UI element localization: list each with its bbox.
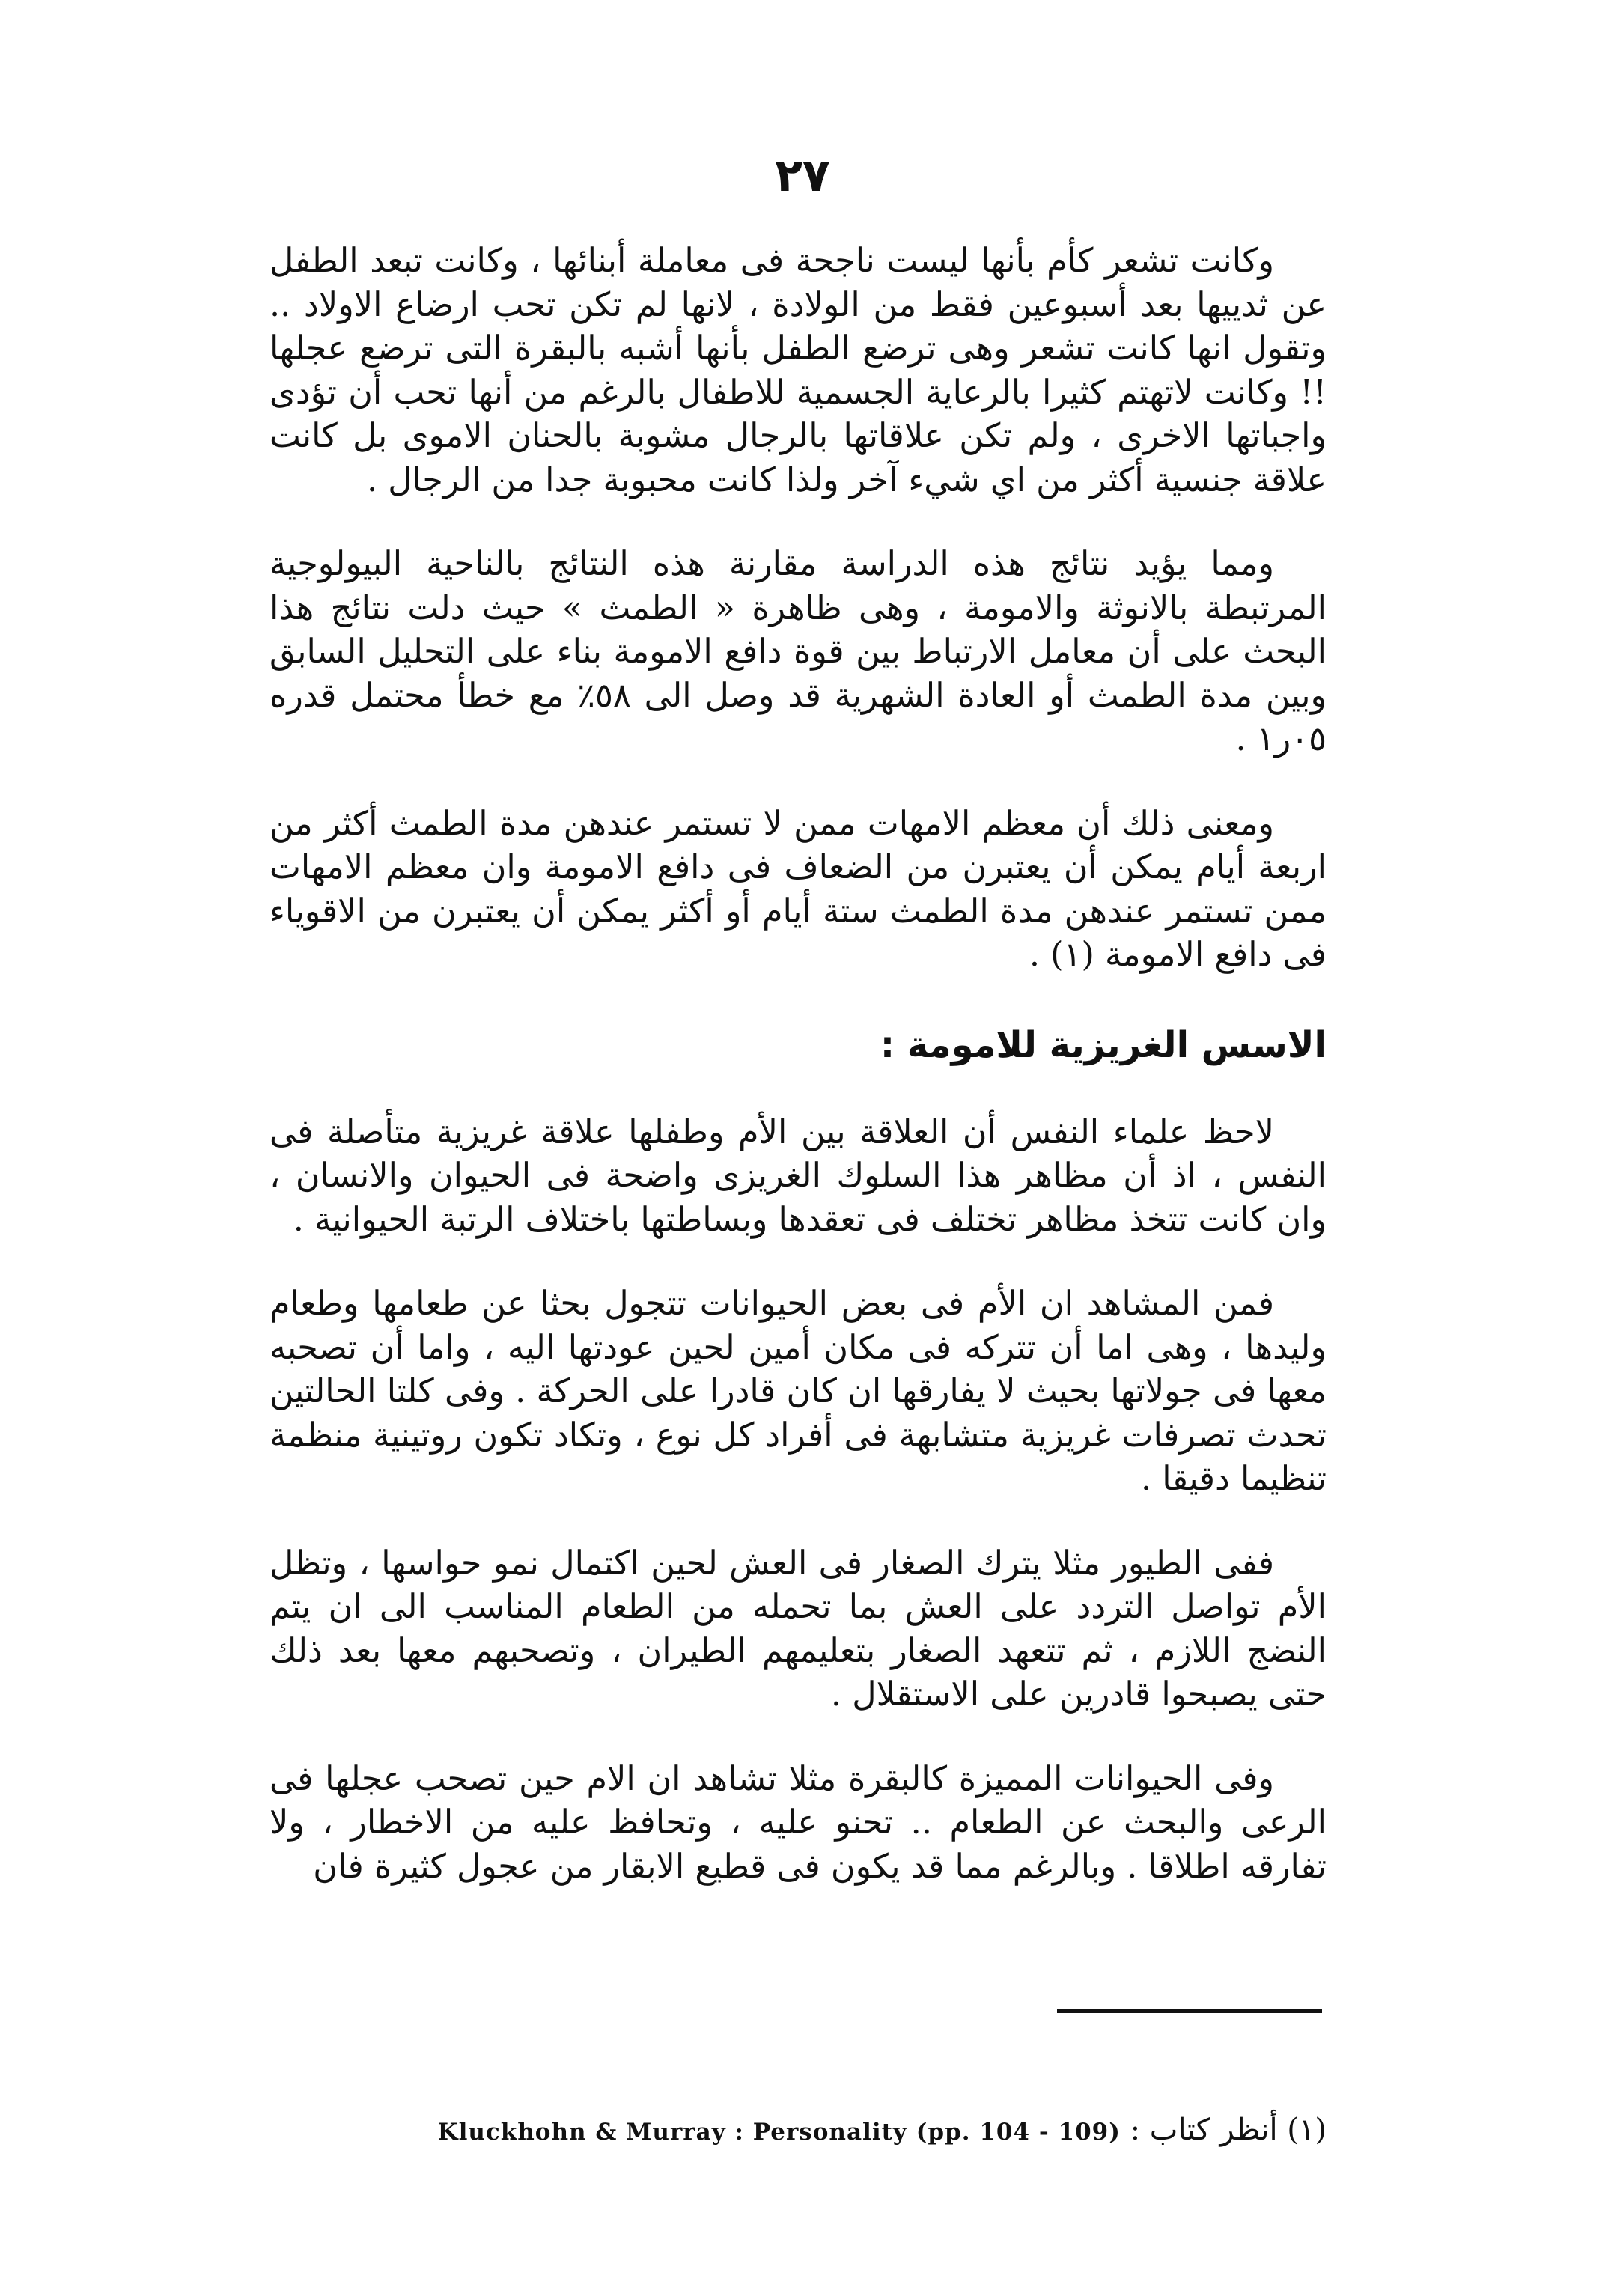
body-paragraph-6: ففى الطيور مثلا يترك الصغار فى العش لحين اكتمال نمو حواسها ، وتظل الأم تواصل التردد على العش بما تحمله من الطعام المناسب الى ان يتم النضج اللازم ، ثم تتعهد الصغار بتعليمهم الطيران ، وتصحبهم معها بعد ذلك حتى يصبحوا قادرين على الاستقلال . [269, 1544, 1327, 1714]
body-paragraph-4: لاحظ علماء النفس أن العلاقة بين الأم وطفلها علاقة غريزية متأصلة فى النفس ، اذ أن مظاهر هذا السلوك الغريزى واضحة فى الحيوان والانسان ، وان كانت تتخذ مظاهر تختلف فى تعقدها وبساطتها باختلاف الرتبة الحيوانية . [269, 1112, 1327, 1239]
text-column [269, 240, 1327, 1929]
page-number: ٢٧ [775, 150, 830, 202]
body-paragraph-5: فمن المشاهد ان الأم فى بعض الحيوانات تتجول بحثا عن طعامها وطعام وليدها ، وهى اما أن تتركه فى مكان أمين لحين عودتها اليه ، واما أن تصحبه معها فى جولاتها بحيث لا يفارقها ان كان قادرا على الحركة . وفى كلتا الحالتين تحدث تصرفات غريزية متشابهة فى أفراد كل نوع ، وتكاد تكون روتينية منظمة تنظيما دقيقا . [269, 1285, 1327, 1498]
body-paragraph-7: وفى الحيوانات المميزة كالبقرة مثلا تشاهد ان الام حين تصحب عجلها فى الرعى والبحث عن الطعام .. تحنو عليه ، وتحافظ عليه من الاخطار ، ولا تفارقه اطلاقا . وبالرغم مما قد يكون فى قطيع الابقار من عجول كثيرة فان [269, 1759, 1327, 1886]
footnote-divider [1057, 2009, 1322, 2013]
footnote-arabic: (١) أنظر كتاب : [1130, 2113, 1327, 2147]
footnote-reference: Kluckhohn & Murray : Personality (pp. 104 - 109) [437, 2119, 1121, 2146]
section-heading: الاسس الغريزية للامومة : [880, 1023, 1327, 1066]
body-paragraph-1: وكانت تشعر كأم بأنها ليست ناجحة فى معاملة أبنائها ، وكانت تبعد الطفل عن ثدييها بعد أسبوعين فقط من الولادة ، لانها لم تكن تحب ارضاع الاولاد .. وتقول انها كانت تشعر وهى ترضع الطفل بأنها أشبه بالبقرة التى ترضع عجلها !! وكانت لاتهتم كثيرا بالرعاية الجسمية للاطفال بالرغم من أنها تحب أن تؤدى واجباتها الاخرى ، ولم تكن علاقاتها بالرجال مشوبة بالحنان الاموى بل كانت علاقة جنسية أكثر من اي شيء آخر ولذا كانت محبوبة جدا من الرجال . [269, 242, 1327, 499]
body-paragraph-2: ومما يؤيد نتائج هذه الدراسة مقارنة هذه النتائج بالناحية البيولوجية المرتبطة بالانوثة والامومة ، وهى ظاهرة « الطمث » حيث دلت نتائج هذا البحث على أن معامل الارتباط بين قوة دافع الامومة بناء على التحليل السابق وبين مدة الطمث أو العادة الشهرية قد وصل الى ٥٨٪ مع خطأ محتمل قدره ٠٥ر١ . [269, 545, 1327, 758]
body-paragraph-3: ومعنى ذلك أن معظم الامهات ممن لا تستمر عندهن مدة الطمث أكثر من اربعة أيام يمكن أن يعتبرن من الضعاف فى دافع الامومة وان معظم الامهات ممن تستمر عندهن مدة الطمث ستة أيام أو أكثر يمكن أن يعتبرن من الاقوياء فى دافع الامومة (١) . [269, 804, 1327, 974]
footnote [293, 2111, 1327, 2151]
